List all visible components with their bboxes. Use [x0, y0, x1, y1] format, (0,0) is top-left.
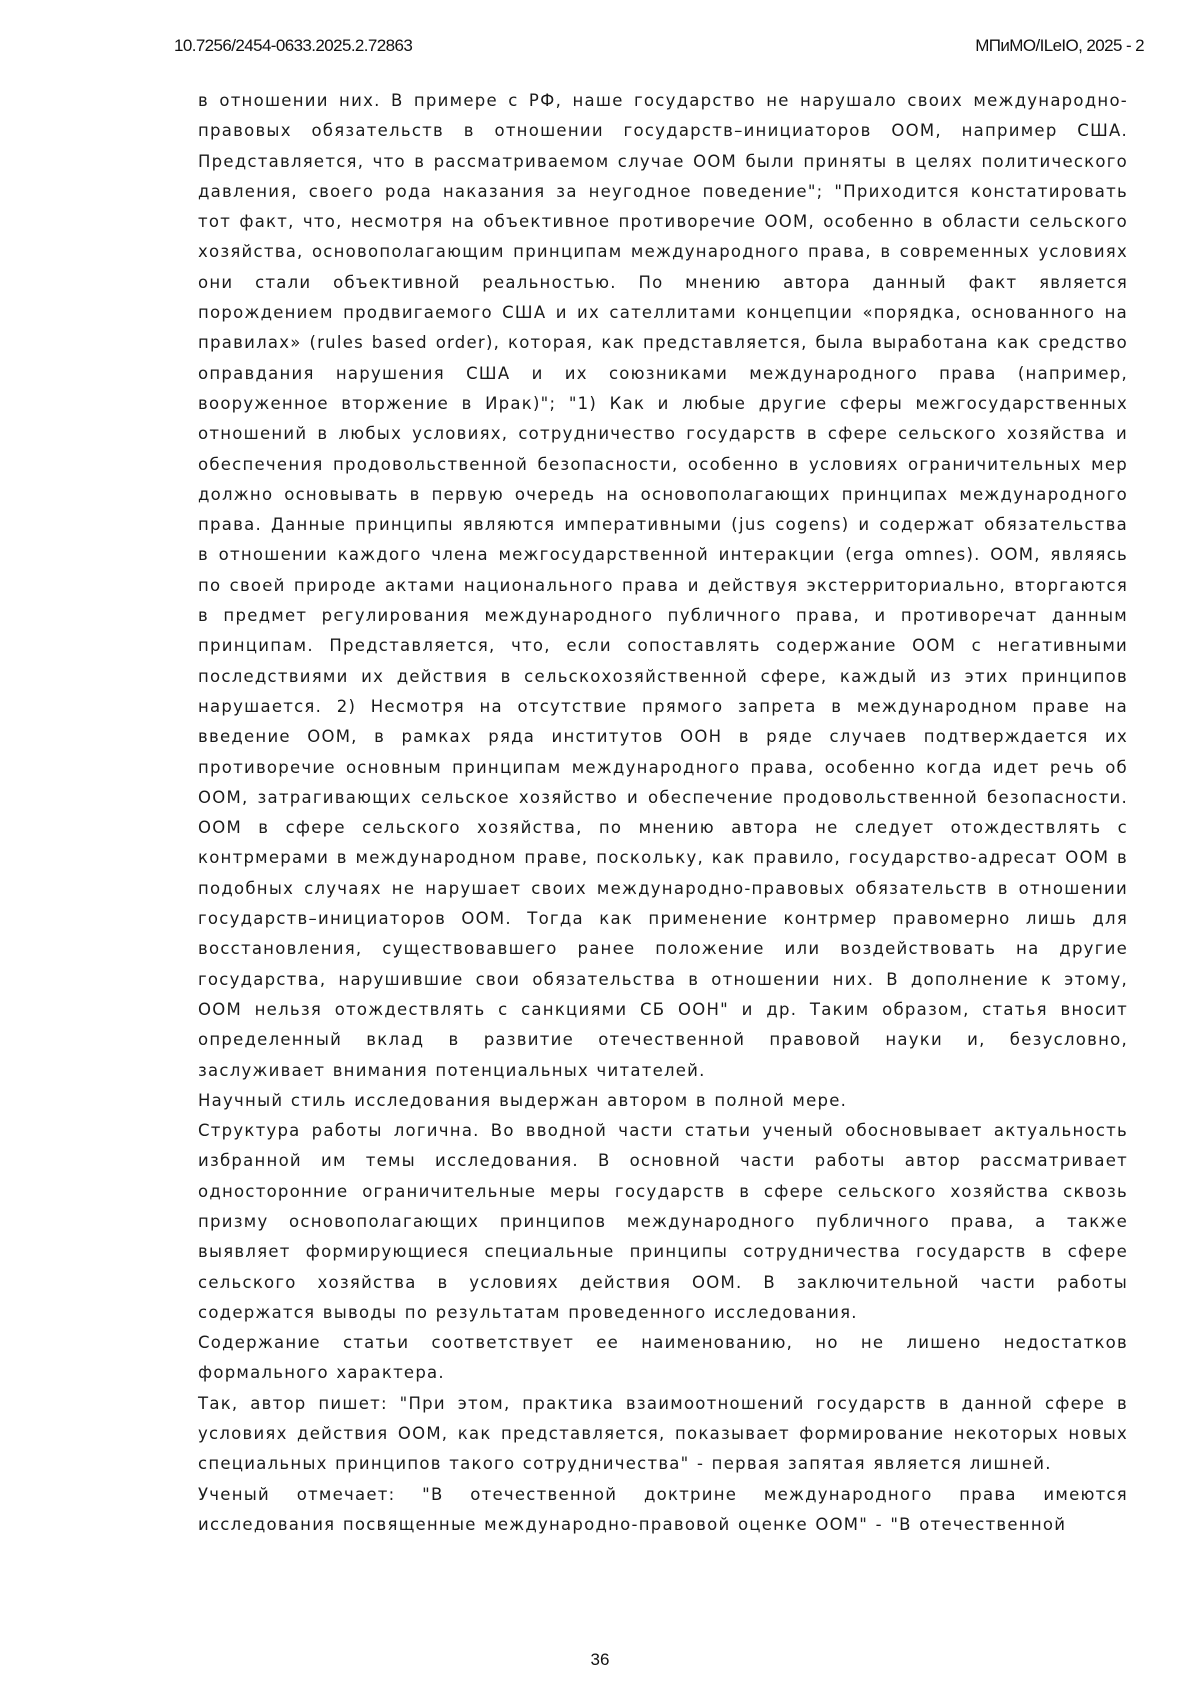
paragraph-quotes: в отношении них. В примере с РФ, наше государство не нарушало своих международно-правовых обязательств в отношении государств–инициаторов ООМ, например США. Представляется, что в рассматриваемом случае ООМ были приняты в целях политического давления, своего рода наказания за неугодное поведение"; "Приходится констатировать тот факт, что, несмотря на объективное противоречие ООМ, особенно в области сельского хозяйства, основополагающим принципам международного права, в современных условиях они стали объективной реальностью. По мнению автора данный факт является порождением продвигаемого США и их сателлитами концепции «порядка, основанного на правилах» (rules based order), которая, как представляется, была выработана как средство оправдания нарушения США и их союзниками международного права (например, вооруженное вторжение в Ирак)"; "1) Как и любые другие сферы межгосударственных отношений в любых условиях, сотрудничество государств в сфере сельского хозяйства и обеспечения продовольственной безопасности, особенно в условиях ограничительных мер должно основывать в первую очередь на основополагающих принципах международного права. Данные принципы являются императивными (jus cogens) и содержат обязательства в отношении каждого члена межгосударственной интеракции (erga omnes). ООМ, являясь по своей природе актами национального права и действуя экстерриториально, вторгаются в предмет регулирования международного публичного права, и противоречат данным принципам. Представляется, что, если сопоставлять содержание ООМ с негативными последствиями их действия в сельскохозяйственной сфере, каждый из этих принципов нарушается. 2) Несмотря на отсутствие прямого запрета в международном праве на введение ООМ, в рамках ряда институтов ООН в ряде случаев подтверждается их противоречие основным принципам международного права, особенно когда идет речь об ООМ, затрагивающих сельское хозяйство и обеспечение продовольственной безопасности. ООМ в сфере сельского хозяйства, по мнению автора не следует отождествлять с контрмерами в международном праве, поскольку, как правило, государство-адресат ООМ в подобных случаях не нарушает своих международно-правовых обязательств в отношении государств–инициаторов ООМ. Тогда как применение контрмер правомерно лишь для восстановления, существовавшего ранее положение или воздействовать на другие государства, нарушившие свои обязательства в отношении них. В дополнение к этому, ООМ нельзя отождествлять с санкциями СБ ООН" и др. Таким образом, статья вносит определенный вклад в развитие отечественной правовой науки и, безусловно, заслуживает внимания потенциальных читателей. — [198, 91, 1128, 1080]
doi-label: 10.7256/2454-0633.2025.2.72863 — [174, 36, 413, 55]
paragraph-comma-remark: Так, автор пишет: "При этом, практика взаимоотношений государств в данной сфере в условиях действия ООМ, как представляется, показывает формирование некоторых новых специальных принципов такого сотрудничества" - первая запятая является лишней. — [198, 1393, 1128, 1474]
page-number: 36 — [590, 1650, 610, 1669]
paragraph-doctrine-remark: Ученый отмечает: "В отечественной доктрине международного права имеются исследования посвященные международно-правовой оценке ООМ" - "В отечественной — [198, 1484, 1128, 1534]
journal-issue-label: МПиМО/ILeIO, 2025 - 2 — [975, 36, 1144, 55]
page-header — [174, 36, 1144, 60]
paragraph-structure: Структура работы логична. Во вводной части статьи ученый обосновывает актуальность избранной им темы исследования. В основной части работы автор рассматривает односторонние ограничительные меры государств в сфере сельского хозяйства сквозь призму основополагающих принципов международного публичного права, а также выявляет формирующиеся специальные принципы сотрудничества государств в сфере сельского хозяйства в условиях действия ООМ. В заключительной части работы содержатся выводы по результатам проведенного исследования. — [198, 1121, 1128, 1322]
paragraph-content: Содержание статьи соответствует ее наименованию, но не лишено недостатков формального характера. — [198, 1333, 1128, 1383]
paragraph-style: Научный стиль исследования выдержан автором в полной мере. — [198, 1090, 848, 1110]
review-body — [198, 86, 1128, 1540]
